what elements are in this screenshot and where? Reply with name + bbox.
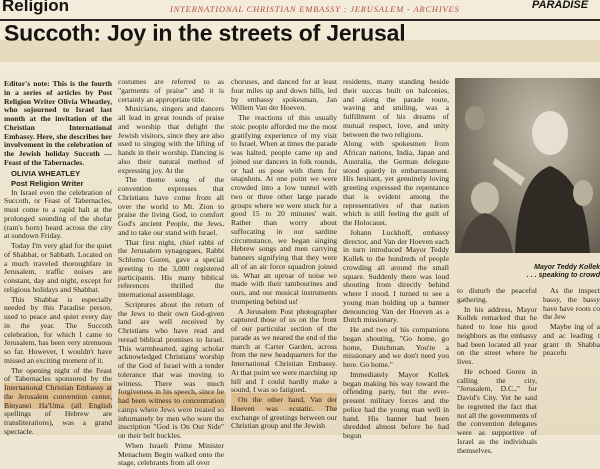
photo-image (455, 78, 600, 253)
caption-line-2: . . . speaking to crowd (526, 272, 600, 279)
paragraph: In Israel even the celebration of Succoth, or Feast of Tabernacles, must come to a rapid halt at the prolonged sounding of the shofar (ram's horn) heard across the city at sundown Friday. (4, 187, 112, 241)
paragraph: residents, many standing beside their succas built on balconies, and along the parade route, waving and smiling, was a fulfillment of his dreams of mutual respect, love, and unity between the two religions. (343, 77, 449, 139)
paragraph: Today I'm very glad for the quiet of Shabbat, or Sabbath. Located on a much traveled thoroughfare in Jerusalem, traffic noises are constant, day and night, except for religious holidays and Shabbat. (4, 241, 112, 294)
paragraph: A Jerusalem Post photographer captured those of us on the front of our particular section of the parade as we neared the end of the march at Carter Garden, across from the new headquarters for the International Christian Embassy. At that point we were marching up hill and I could hardly make a sound, I was so fatigued. (231, 306, 337, 395)
photo-caption (455, 264, 600, 280)
column-6 (543, 287, 600, 359)
section-title: Religion (2, 0, 70, 15)
paragraph: Maybe ing of a and ac leading t grant th Shabba peacefu (543, 322, 600, 358)
paragraph: choruses, and danced for at least four miles up and down hills, led by embassy spokesman, Jan Willem Van der Hoeven. (231, 77, 337, 113)
tape-strip (0, 40, 600, 62)
paragraph: Musicians, singers and dancers all lead in great rounds of praise and worship that delight the Jewish visitors, since they are also used to singing with the lifting of hands in their worship. Dancing is also their natural method of expressing joy. At the (118, 104, 224, 175)
paragraph: When Israeli Prime Minister Menachem Begin walked onto the stage, celebrants from all over (118, 440, 224, 468)
paragraph: In his address, Mayor Kollek remarked that he hated to lose his good neighbors as the embassy had been located all year on the street where he lives. (457, 304, 537, 366)
headline: Succoth: Joy in the streets of Jerusal (4, 20, 406, 46)
column-4 (343, 78, 449, 442)
editors-note: Editor's note: This is the fourth in a series of articles by Post Religion Writer Olivia Wheatley, who sojourned to Israel last month at the invitation of the Christian International Embassy. Here, she describes her involvement in the celebration of the Jewish holiday Succoth — Feast of the Tabernacles. (4, 79, 112, 167)
paragraph: He echoed Goren in calling the city, "Jerusalem, D.C.," for David's City. Yet he said he regretted the fact that not all the governments of the convention delegates were as supportive of Israel as the individuals themselves. (457, 366, 537, 455)
paragraph: As the inspect bassy, the bassy have have roots co the Jew (543, 286, 600, 322)
paragraph: The reactions of this usually stoic people afforded me the most gratifying experience of my visit to Israel. When at times the parade was halted, people came up and joined our dancers in folk rounds, or had us pose with them for snapshots. At one point we were crowded into a low tunnel with two or three other large parade groups where we were stuck for a good 15 to 20 minutes' wait. Rather than worry about suffocating in our sardine circumstance, we began singing Hebrew songs and men carrying banners signifying that they were all of an air force squadron joined us. What an uproar of noise we made with their tambourines and ours, and our musical instruments trumpeting behind us! (231, 113, 337, 306)
byline-name: OLIVIA WHEATLEY (11, 168, 81, 178)
paragraph: costumes are referred to as "garments of praise" and it is certainly an appropriate title. (118, 77, 224, 104)
column-2 (118, 78, 224, 469)
paragraph: On the other hand, Van der Hoeven was ecstatic. The exchange of greetings between our Christian group and the Jewish (231, 395, 337, 431)
paragraph: He and two of his companions began shouting, "Go home, go home, Dutchman. You're a missionary and we don't need you here. Go home." (343, 325, 449, 369)
archive-stamp: INTERNATIONAL CHRISTIAN EMBASSY : JERUSALEM - ARCHIVES (170, 4, 460, 14)
column-3 (231, 78, 337, 432)
paragraph: Immediately Mayor Kollek began making his way toward the offending party, but the ever-present military forces and the police had the young man well in hand. His banner had been shredded almost before he had begun (343, 369, 449, 440)
marker-highlight (231, 393, 337, 411)
mayor-photo (455, 78, 600, 253)
paragraph: The opening night of the Feast of Tabernacles sponsored by the International Christian Embassy at the Jerusalem convention center, Binyanei Ha'Uma (all English spellings of Hebrew are transliterations), was a grand spectacle. (4, 365, 112, 436)
byline-title: Post Religion Writer (11, 178, 84, 188)
marker-highlight (118, 392, 226, 408)
paragraph: to disturb the peaceful gathering. (457, 286, 537, 304)
paragraph: Along with spokesmen from African nations, India, Japan and Australia, the German delegate stood quietly in embarrassment. His hesitant, yet genuinely loving greeting expressed the repentance that is evident among the representatives of that nation which is still feeling the guilt of the Holocaust. (343, 139, 449, 227)
paragraph: Johann Luckhoff, embassy director, and Van der Hoeven each in turn introduced Mayor Teddy Kollek to the hundreds of people crowding all around the small square. Suddenly there was loud shouting from directly behind where I stood. I turned to see a young man holding up a banner denouncing Van der Hoeven as a Dutch missionary. (343, 227, 449, 325)
paragraph: The theme song of the convention expresses that Christians have come from all over the world to Mt. Zion to praise the living God, to comfort God's ancient People, the Jews, and to take our stand with Israel. (118, 175, 224, 237)
marker-highlight (4, 383, 112, 409)
caption-line-1: Mayor Teddy Kollek (534, 264, 600, 271)
paragraph: That first night, chief rabbi of the Jerusalem synagogues, Rabbi Schlomo Goren, gave a special greeting to the 3,000 registered participants. His many biblical references thrilled the international assemblage. (118, 237, 224, 299)
paragraph: Scriptures about the return of the Jews to their own God-given land are well received by Christians who have read and reread biblical promises to Israel. This warmhearted, aging scholar acknowledged Christians' worship of the God of Israel with a tender tolerance that was moving to witness. There was much forgiveness in his speech, since he had been witness to concentration camps where Jews were treated so inhumanely by men who wore the inscription "God is On Our Side" on their belt buckles. (118, 299, 224, 440)
edition-label: PARADISE (532, 0, 589, 11)
paragraph: This Shabbat is especially needed by this Paradise person, used to peace and quiet every day in the year. The Succoth celebration, for which I came to Jerusalem, has been very strenuous so far. However, I wouldn't have missed an exciting moment of it. (4, 294, 112, 365)
column-5 (457, 287, 537, 456)
